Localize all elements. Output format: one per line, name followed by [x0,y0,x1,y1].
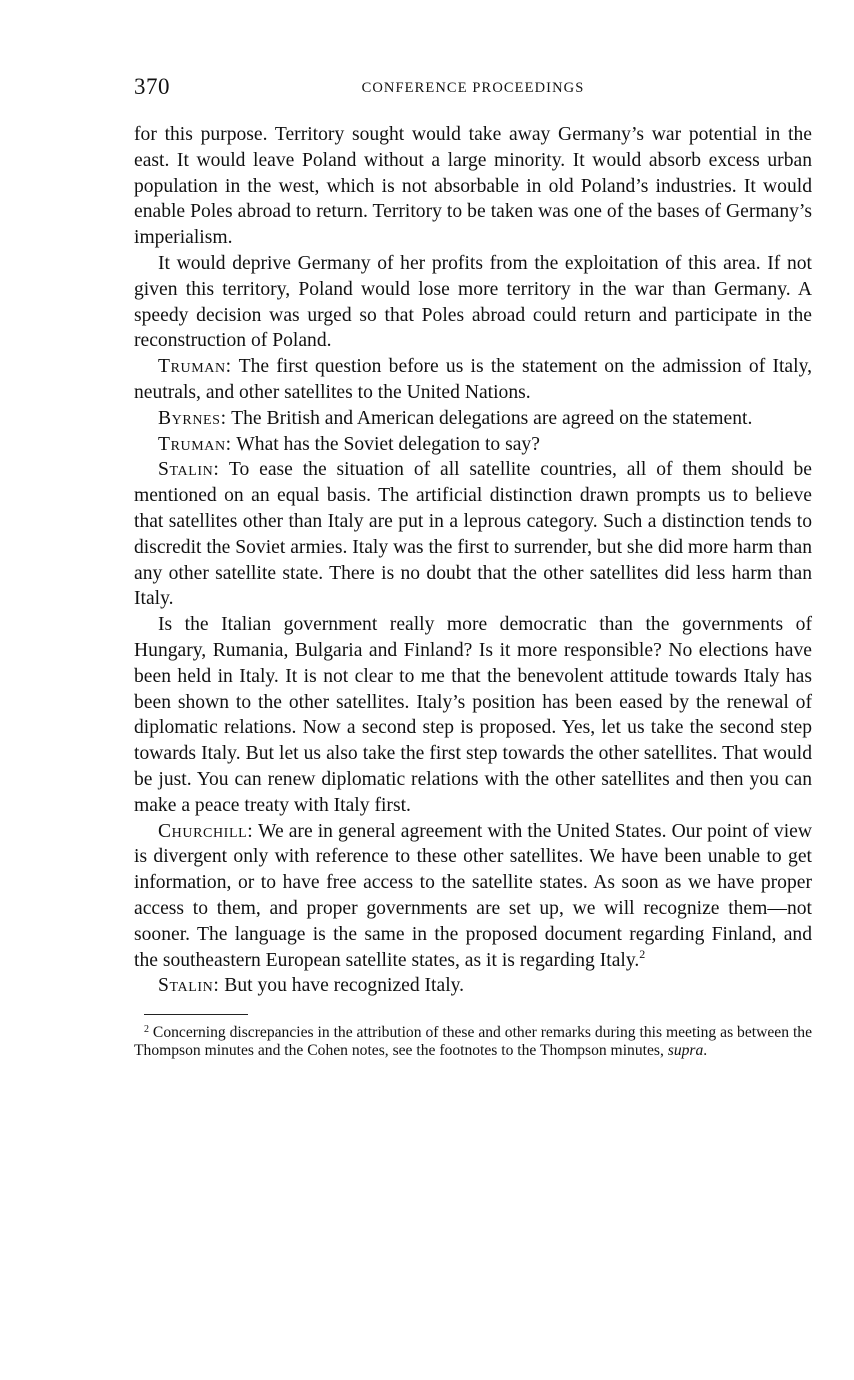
speech-text: But you have recognized Italy. [219,975,465,997]
paragraph [134,251,812,354]
speech-paragraph [134,354,812,406]
body-text [134,122,812,999]
speech-paragraph [134,457,812,612]
speech-text: We are in general agreement with the United States. Our point of view is divergent only with reference to these other satellites. We have been unable to get information, or to have free access to the satellite states. As soon as we have proper access to them, and proper governments are set up, we will recognize them—not sooner. The language is the same in the proposed document regarding Finland, and the southeastern European satellite states, as it is regarding Italy. [134,820,812,971]
paragraph-text: Is the Italian government really more democratic than the governments of Hungary, Rumania, Bulgaria and Finland? Is it more responsible? No elections have been held in Italy. It is not clear to me that the benevolent attitude towards Italy has been shown to the other satellites. Italy’s position has been eased by the renewal of diplomatic relations. Now a second step is proposed. Yes, let us take the second step towards Italy. But let us also take the first step towards the other satellites. That would be just. You can renew diplomatic relations with the other satellites and then you can make a peace treaty with Italy first. [134,614,812,816]
speaker-name: Stalin: [158,975,220,997]
speech-paragraph [134,973,812,999]
speech-text: The first question before us is the statement on the admission of Italy, neutrals, and other satellites to the United Nations. [134,356,812,403]
paragraph-text: It would deprive Germany of her profits from the exploitation of this area. If not given this territory, Poland would lose more territory in the war than Germany. A speedy decision was urged so that Poles abroad could return and participate in the reconstruction of Poland. [134,252,812,352]
speech-paragraph [134,819,812,974]
speaker-name: Stalin: [158,459,220,481]
footnote-text: Concerning discrepancies in the attribution of these and other remarks during this meeting as between the Thompson minutes and the Cohen notes, see the footnotes to the Thompson minutes, [134,1024,812,1059]
paragraph [134,122,812,251]
page [134,72,812,1059]
speech-paragraph [134,432,812,458]
footnote-reference: 2 [639,946,646,961]
speaker-name: Churchill: [158,820,254,842]
paragraph [134,612,812,818]
speaker-name: Byrnes: [158,407,227,429]
paragraph-text: for this purpose. Territory sought would take away Germany’s war potential in the east. It would leave Poland without a large minority. It would absorb excess urban population in the west, which is not absorbable in old Poland’s industries. It would enable Poles abroad to return. Territory to be taken was one of the bases of Germany’s imperialism. [134,124,812,249]
footnote-italic: supra [667,1041,704,1059]
speech-text: To ease the situation of all satellite countries, all of them should be mentioned on an equal basis. The artificial distinction drawn prompts us to believe that satellites other than Italy are put in a leprous category. Such a distinction tends to discredit the Soviet armies. Italy was the first to surrender, but she did more harm than any other satellite state. There is no doubt that the other satellites did less harm than Italy. [134,459,812,610]
page-header [134,72,812,102]
footnote-end: . [703,1041,708,1059]
speaker-name: Truman: [158,356,232,378]
footnote-divider [144,1014,248,1015]
running-head: CONFERENCE PROCEEDINGS [361,80,585,96]
footnote [134,1024,812,1059]
footnote-mark: 2 [144,1024,149,1036]
speaker-name: Truman: [158,433,232,455]
speech-text: The British and American delegations are agreed on the statement. [226,407,753,429]
page-number: 370 [134,74,170,99]
speech-paragraph [134,406,812,432]
speech-text: What has the Soviet delegation to say? [231,433,540,455]
